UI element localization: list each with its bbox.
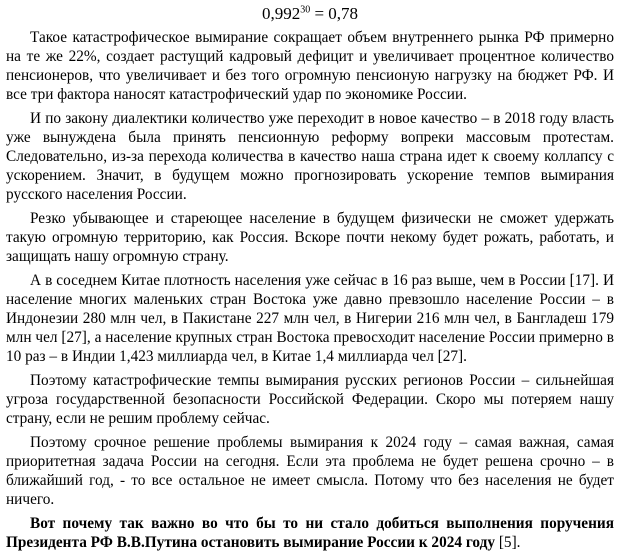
formula-exponent: 30	[300, 4, 311, 16]
paragraph-dialectics: И по закону диалектики количество уже переходит в новое качество – в 2018 году власть уже вынуждена была принять пенсионную реформу вопреки массовым протестам. Следовательно, из-за перехода количества в качество наша страна идет к своему коллапсу с ускорением. Значит, в будущем можно прогнозировать ускорение темпов вымирания русского населения России.	[6, 110, 614, 203]
formula	[6, 4, 614, 24]
conclusion-reference: [5].	[495, 534, 521, 551]
formula-result: = 0,78	[314, 4, 359, 23]
paragraph-urgent-solution: Поэтому срочное решение проблемы вымирания к 2024 году – самая важная, самая приоритетная задача России на сегодня. Если эта проблема не будет решена срочно – в ближайший год, - то все остальное не имеет смысла. Потому что без населения не будет ничего.	[6, 434, 614, 508]
paragraph-population-comparison: А в соседнем Китае плотность населения уже сейчас в 16 раз выше, чем в России [17]. И население многих маленьких стран Востока уже давно превзошло население России – в Индонезии 280 млн чел, в Пакистане 227 млн чел, в Нигерии 216 млн чел, в Бангладеш 179 млн чел [27], а население крупных стран Востока превосходит население России примерно в 10 раз – в Индии 1,423 миллиарда чел, в Китае 1,4 миллиарда чел [27].	[6, 272, 614, 365]
paragraph-economic-impact: Такое катастрофическое вымирание сокращает объем внутреннего рынка РФ примерно на те же 22%, создает растущий кадровый дефицит и увеличивает процентное количество пенсионеров, что увеличивает и без того огромную пенсионую нагрузку на бюджет РФ. И все три фактора наносят катастрофический удар по экономике России.	[6, 29, 614, 103]
conclusion-text: Вот почему так важно во что бы то ни стало добиться выполнения поручения Президента РФ В.В.Путина остановить вымирание России к 2024 году	[6, 515, 614, 551]
formula-base: 0,992	[261, 4, 301, 23]
paragraph-security-threat: Поэтому катастрофические темпы вымирания русских регионов России – сильнейшая угроза государственной безопасности Российской Федерации. Скоро мы потеряем нашу страну, если не решим проблему сейчас.	[6, 372, 614, 427]
paragraph-conclusion	[6, 514, 614, 552]
paragraph-territory: Резко убывающее и стареющее население в будущем физически не сможет удержать такую огромную территорию, как Россия. Вскоре почти некому будет рожать, работать, и защищать нашу огромную страну.	[6, 210, 614, 265]
